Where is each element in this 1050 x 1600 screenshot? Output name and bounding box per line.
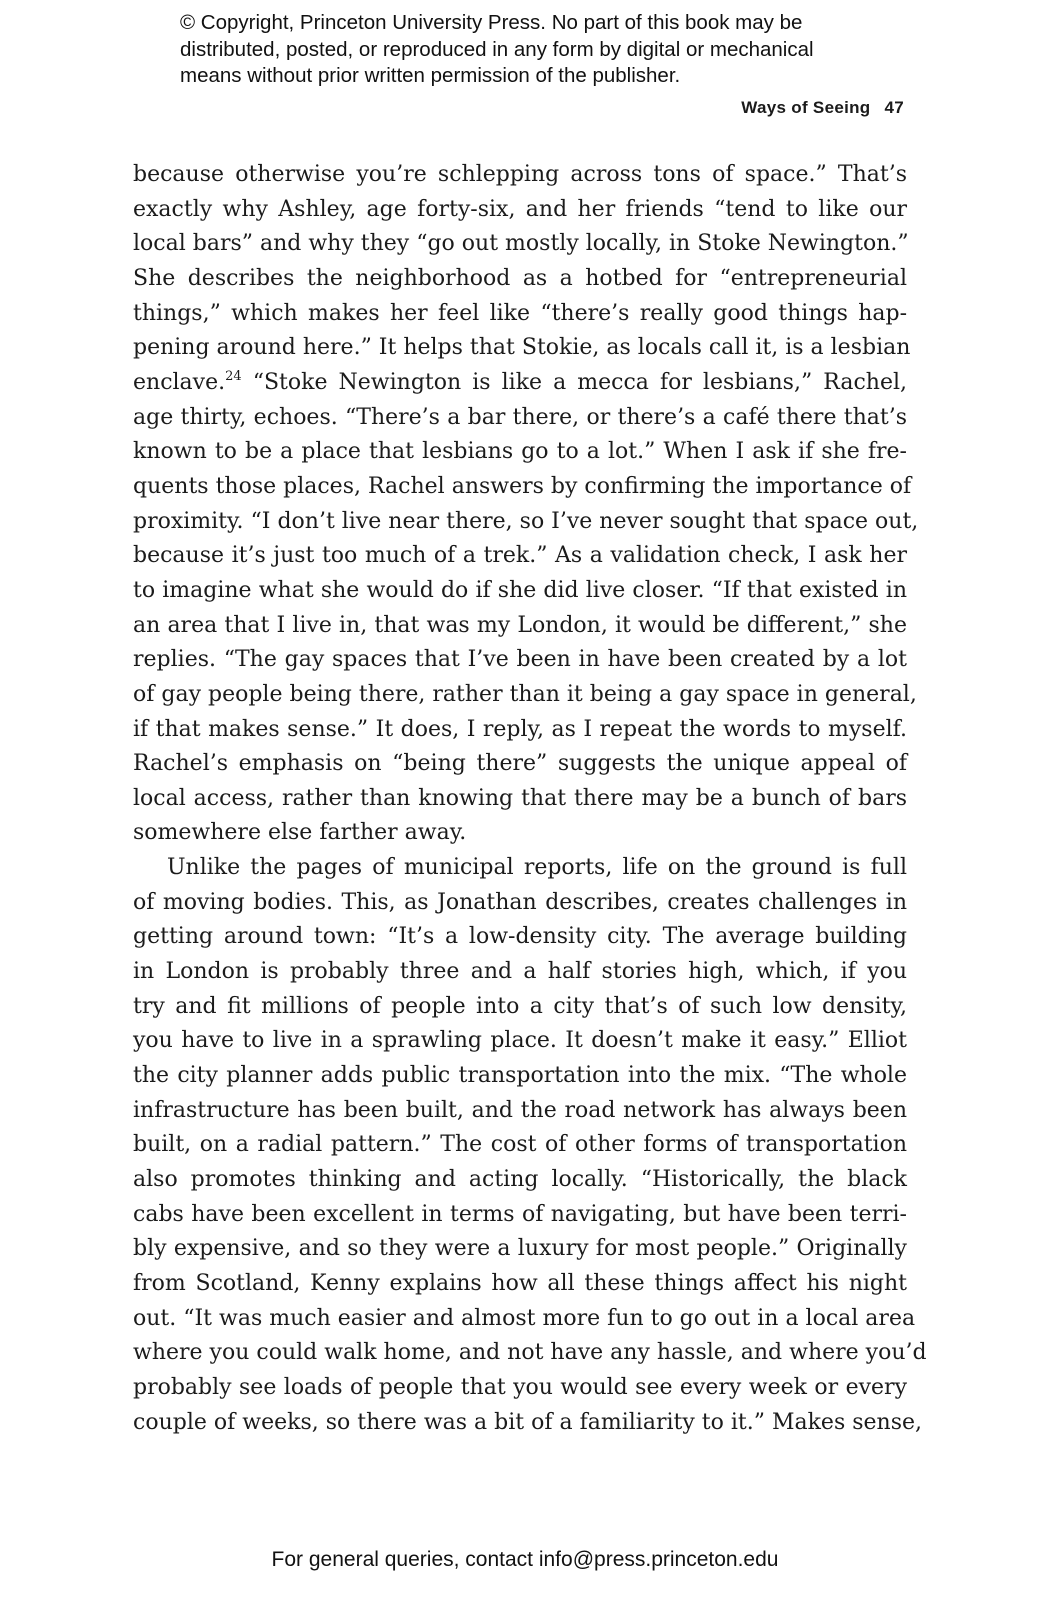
text-fragment: “Stoke Newington is like a mecca for lesbians,” Rachel, — [252, 369, 907, 395]
text-line: getting around town: “It’s a low-density city. The average building — [133, 924, 907, 950]
text-line: because it’s just too much of a trek.” As a validation check, I ask her — [133, 543, 907, 569]
text-line: quents those places, Rachel answers by confirming the importance of — [133, 473, 912, 499]
copyright-line: © Copyright, Princeton University Press. No part of this book may be — [180, 11, 803, 34]
text-line: local bars” and why they “go out mostly locally, in Stoke Newington.” — [133, 231, 909, 257]
text-line: of gay people being there, rather than it being a gay space in general, — [133, 681, 917, 707]
footer-contact: For general queries, contact info@press.princeton.edu — [271, 1548, 779, 1571]
copyright-line: means without prior written permission of the publisher. — [180, 64, 681, 87]
text-line: built, on a radial pattern.” The cost of other forms of transportation — [133, 1132, 907, 1158]
text-line: bly expensive, and so they were a luxury for most people.” Originally — [133, 1236, 907, 1262]
text-line: proximity. “I don’t live near there, so I’ve never sought that space out, — [133, 508, 919, 534]
text-line: to imagine what she would do if she did live closer. “If that existed in — [133, 577, 907, 603]
text-line: of moving bodies. This, as Jonathan describes, creates challenges in — [133, 889, 907, 915]
text-line: because otherwise you’re schlepping across tons of space.” That’s — [133, 162, 907, 187]
text-line: pening around here.” It helps that Stokie, as locals call it, is a lesbian — [133, 335, 911, 361]
text-line — [133, 366, 907, 401]
body-text — [133, 158, 927, 1440]
running-head — [741, 98, 904, 118]
paragraph-1 — [133, 158, 919, 851]
text-line: age thirty, echoes. “There’s a bar there, or there’s a café there that’s — [133, 404, 907, 430]
footnote-reference: 24 — [225, 368, 242, 384]
text-fragment: enclave. — [133, 369, 226, 395]
text-line: probably see loads of people that you would see every week or every — [133, 1374, 907, 1400]
text-line: Unlike the pages of municipal reports, life on the ground is full — [167, 855, 907, 881]
text-line: try and fit millions of people into a city that’s of such low density, — [133, 993, 907, 1019]
text-line: exactly why Ashley, age forty-six, and her friends “tend to like our — [133, 196, 907, 222]
text-line: also promotes thinking and acting locally. “Historically, the black — [133, 1167, 907, 1193]
text-line: out. “It was much easier and almost more fun to go out in a local area — [133, 1305, 916, 1331]
text-line: local access, rather than knowing that there may be a bunch of bars — [133, 785, 907, 811]
text-line: in London is probably three and a half stories high, which, if you — [133, 959, 907, 985]
text-line: known to be a place that lesbians go to a lot.” When I ask if she fre- — [133, 439, 907, 465]
copyright-notice — [180, 10, 900, 90]
text-line: from Scotland, Kenny explains how all these things affect his night — [133, 1271, 907, 1296]
paragraph-2 — [133, 851, 927, 1440]
text-line: infrastructure has been built, and the road network has always been — [133, 1097, 907, 1123]
text-line: replies. “The gay spaces that I’ve been in have been created by a lot — [133, 647, 907, 673]
text-line: the city planner adds public transportation into the mix. “The whole — [133, 1063, 907, 1089]
text-line: an area that I live in, that was my London, it would be different,” she — [133, 612, 907, 638]
text-line: She describes the neighborhood as a hotbed for “entrepreneurial — [133, 265, 907, 291]
copyright-line: distributed, posted, or reproduced in any form by digital or mechanical — [180, 37, 814, 61]
text-line: if that makes sense.” It does, I reply, as I repeat the words to myself. — [133, 716, 907, 742]
text-line: couple of weeks, so there was a bit of a familiarity to it.” Makes sense, — [133, 1409, 923, 1435]
text-line: somewhere else farther away. — [133, 820, 467, 846]
text-line: Rachel’s emphasis on “being there” suggests the unique appeal of — [133, 751, 907, 777]
page-number: 47 — [884, 98, 904, 117]
text-line: things,” which makes her feel like “there’s really good things hap- — [133, 300, 907, 326]
text-line: where you could walk home, and not have any hassle, and where you’d — [133, 1340, 927, 1366]
text-line: cabs have been excellent in terms of navigating, but have been terri- — [133, 1201, 907, 1227]
running-head-title: Ways of Seeing — [741, 98, 871, 117]
text-line: you have to live in a sprawling place. It doesn’t make it easy.” Elliot — [133, 1028, 907, 1054]
